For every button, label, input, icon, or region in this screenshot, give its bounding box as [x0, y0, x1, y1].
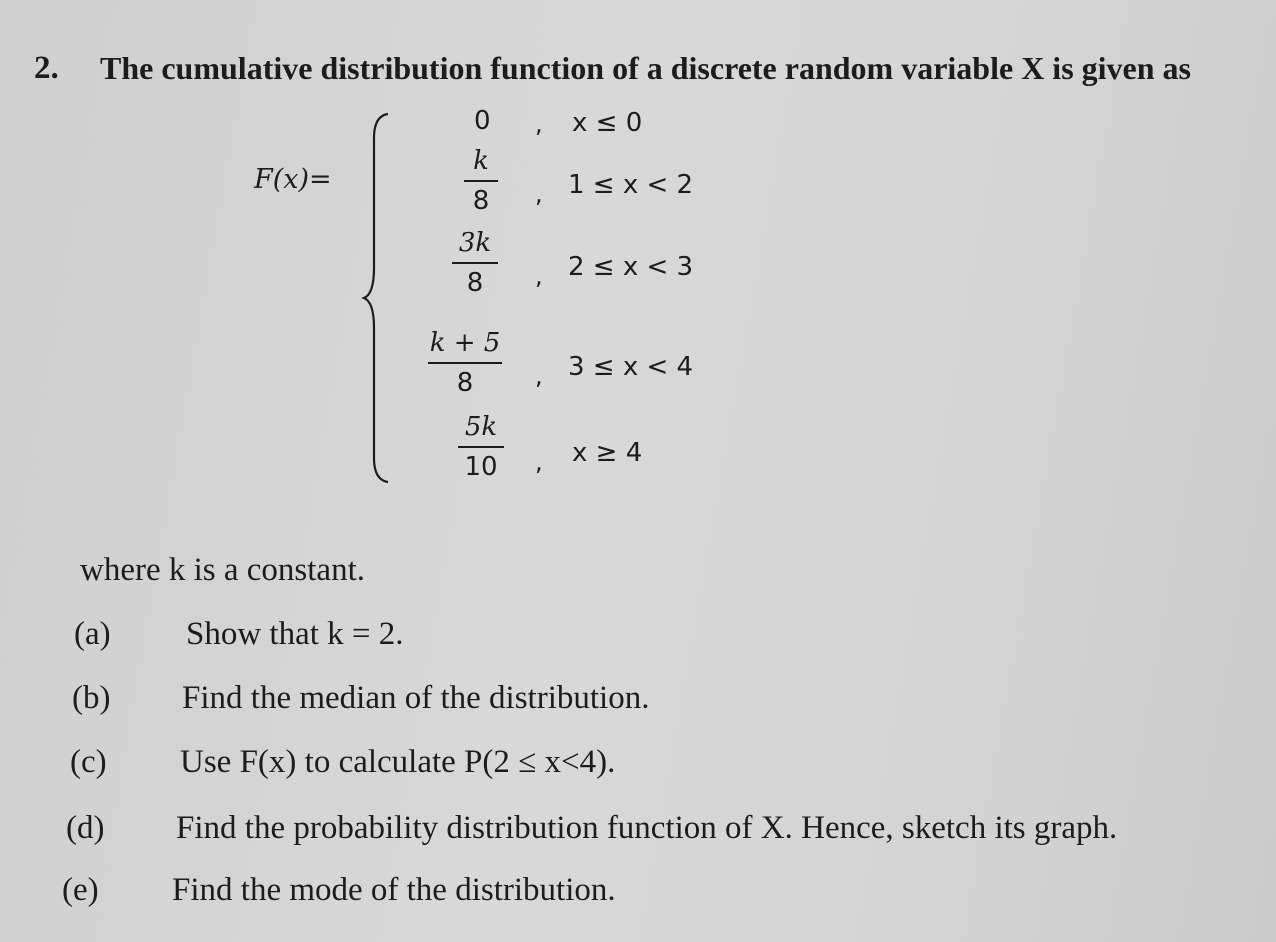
piecewise-brace	[358, 108, 398, 488]
part-text-a: Show that k = 2.	[186, 616, 404, 652]
case-condition-4: x ≥ 4	[572, 438, 643, 468]
case-comma-4: ,	[535, 448, 543, 476]
part-label-b: (b)	[72, 680, 111, 716]
case-comma-1: ,	[535, 180, 543, 208]
case-condition-2: 2 ≤ x < 3	[568, 252, 694, 282]
case-condition-1: 1 ≤ x < 2	[568, 170, 694, 200]
case-value-0: 0	[474, 106, 491, 136]
part-label-e: (e)	[62, 872, 99, 908]
case-comma-0: ,	[535, 110, 543, 138]
case-value-3: k + 5 8	[429, 328, 501, 398]
part-label-c: (c)	[70, 744, 107, 780]
part-text-b: Find the median of the distribution.	[182, 680, 650, 716]
case-condition-3: 3 ≤ x < 4	[568, 352, 694, 382]
case-value-4: 5k 10	[458, 412, 504, 482]
where-note: where k is a constant.	[80, 552, 365, 588]
part-label-a: (a)	[74, 616, 111, 652]
case-condition-0: x ≤ 0	[572, 108, 643, 138]
case-comma-2: ,	[535, 262, 543, 290]
question-number: 2.	[34, 50, 59, 86]
case-value-2: 3k 8	[452, 228, 498, 298]
part-label-d: (d)	[66, 810, 105, 846]
part-text-c: Use F(x) to calculate P(2 ≤ x<4).	[180, 744, 616, 780]
question-intro: The cumulative distribution function of a discrete random variable X is given as	[100, 50, 1191, 86]
case-comma-3: ,	[535, 362, 543, 390]
case-value-1: k 8	[464, 146, 498, 216]
part-text-d: Find the probability distribution function of X. Hence, sketch its graph.	[176, 810, 1118, 846]
function-label: F(x)=	[254, 164, 332, 195]
part-text-e: Find the mode of the distribution.	[172, 872, 616, 908]
